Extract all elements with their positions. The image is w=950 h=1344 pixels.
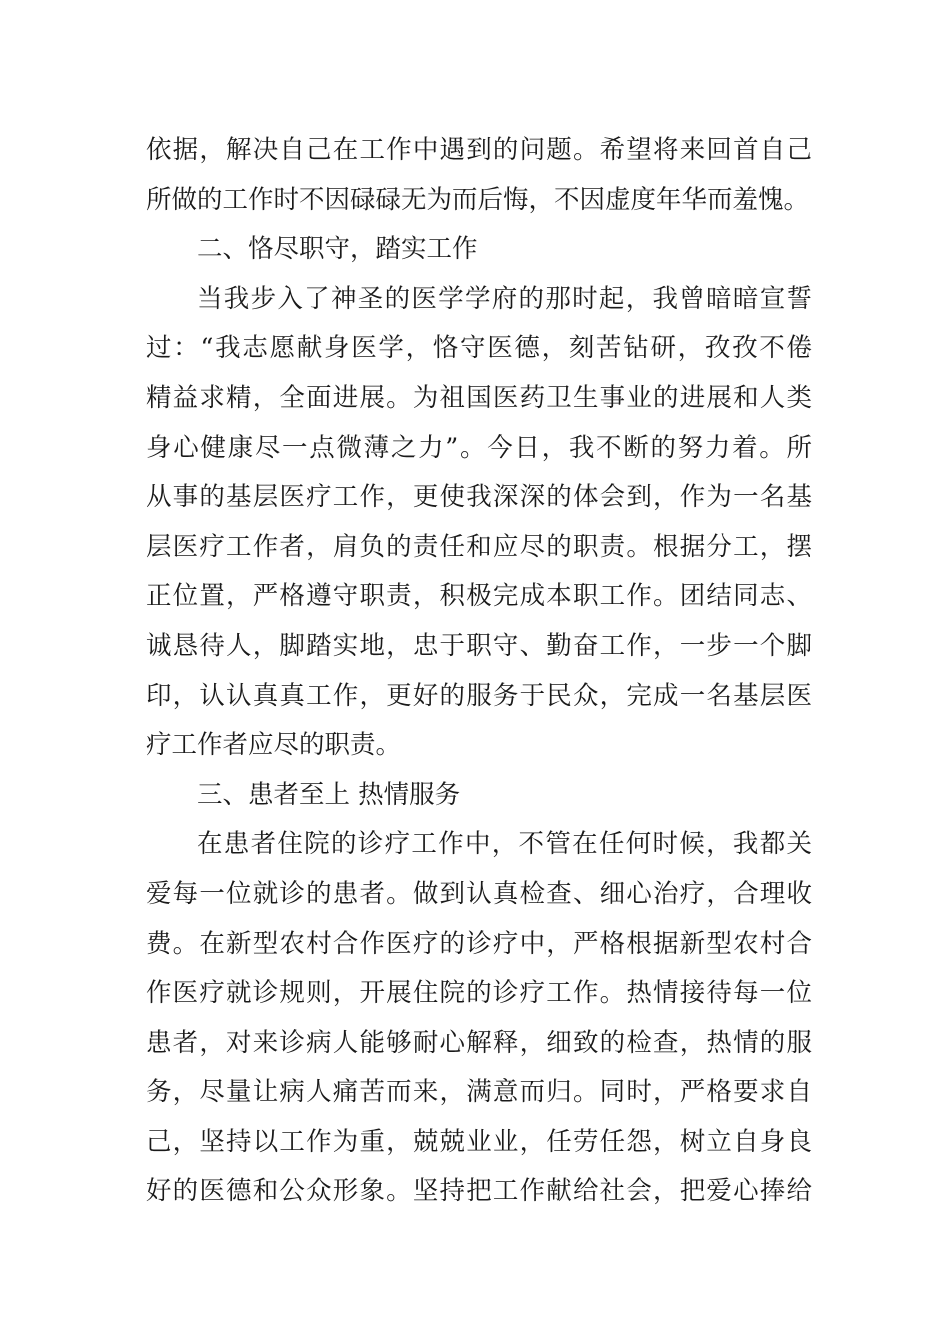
text-line: 疗工作者应尽的职责。 (146, 730, 402, 761)
section-heading: 二、恪尽职守，踏实工作 (197, 234, 478, 265)
body-text (146, 126, 812, 1217)
section-heading: 三、患者至上 热情服务 (197, 779, 461, 810)
text-line: 层医疗工作者，肩负的责任和应尽的职责。根据分工，摆 (146, 531, 812, 562)
text-line: 诚恳待人，脚踏实地，忠于职守、勤奋工作，一步一个脚 (146, 630, 812, 661)
text-line: 印，认认真真工作，更好的服务于民众，完成一名基层医 (146, 680, 812, 711)
text-line: 作医疗就诊规则，开展住院的诊疗工作。热情接待每一位 (146, 978, 812, 1009)
text-line: 爱每一位就诊的患者。做到认真检查、细心治疗，合理收 (146, 878, 812, 909)
text-line: 务，尽量让病人痛苦而来，满意而归。同时，严格要求自 (146, 1077, 812, 1108)
text-line: 身心健康尽一点微薄之力”。今日，我不断的努力着。所 (146, 432, 812, 463)
text-line: 当我步入了神圣的医学学府的那时起，我曾暗暗宣誓 (197, 283, 812, 314)
text-line: 所做的工作时不因碌碌无为而后悔，不因虚度年华而羞愧。 (146, 184, 810, 215)
text-line: 正位置，严格遵守职责，积极完成本职工作。团结同志、 (146, 581, 812, 612)
text-line: 费。在新型农村合作医疗的诊疗中，严格根据新型农村合 (146, 928, 812, 959)
text-line: 己，坚持以工作为重，兢兢业业，任劳任怨，树立自身良 (146, 1126, 812, 1157)
text-line: 在患者住院的诊疗工作中，不管在任何时候，我都关 (197, 829, 812, 860)
text-line: 精益求精，全面进展。为祖国医药卫生事业的进展和人类 (146, 382, 812, 413)
text-line: 好的医德和公众形象。坚持把工作献给社会，把爱心捧给 (146, 1176, 812, 1207)
text-line: 患者，对来诊病人能够耐心解释，细致的检查，热情的服 (146, 1027, 812, 1058)
text-line: 从事的基层医疗工作，更使我深深的体会到，作为一名基 (146, 482, 812, 513)
text-line: 过：“我志愿献身医学，恪守医德，刻苦钻研，孜孜不倦 (146, 333, 812, 364)
text-line: 依据，解决自己在工作中遇到的问题。希望将来回首自己 (146, 135, 812, 165)
